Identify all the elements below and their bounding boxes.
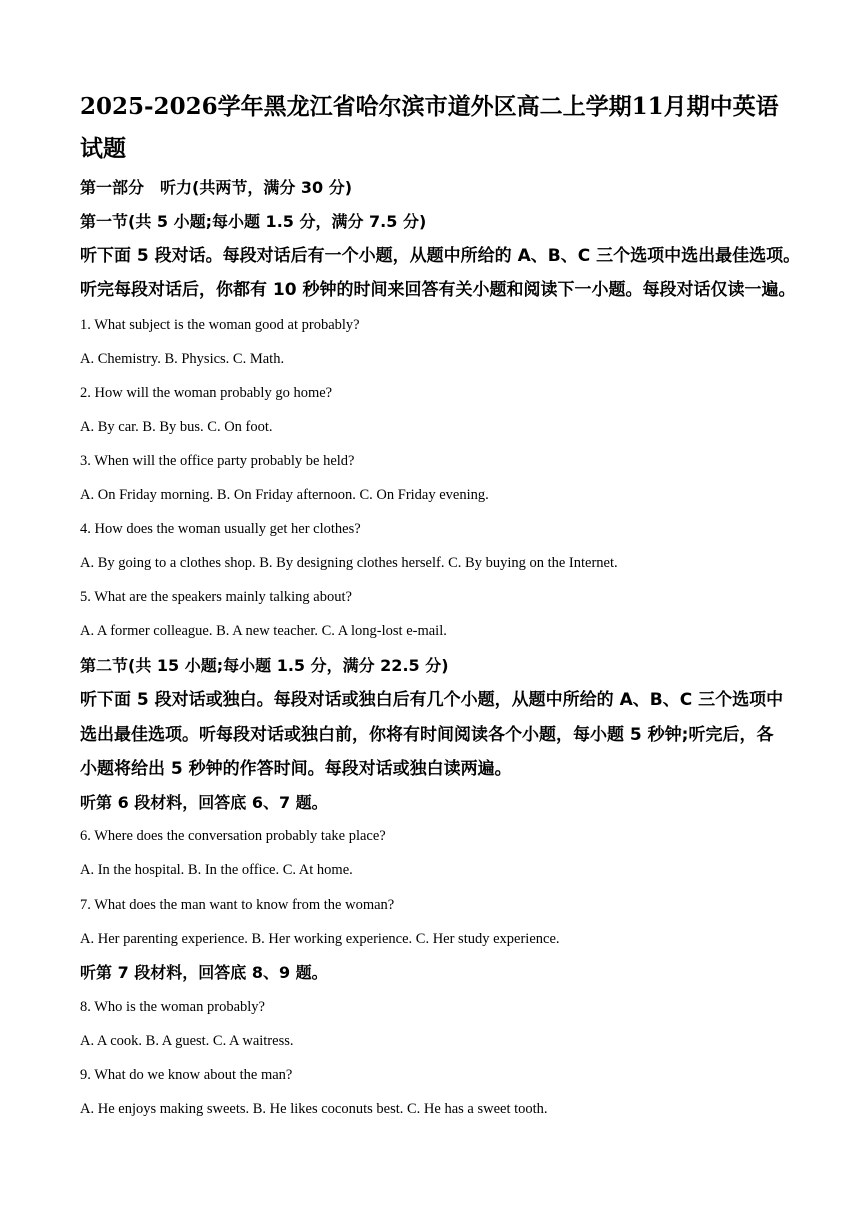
question-8-options: A. A cook. B. A guest. C. A waitress.	[80, 1033, 294, 1049]
question-7-options: A. Her parenting experience. B. Her working experience. C. Her study experience.	[80, 931, 560, 947]
question-4-options: A. By going to a clothes shop. B. By designing clothes herself. C. By buying on the Internet.	[80, 555, 618, 571]
question-9-options: A. He enjoys making sweets. B. He likes coconuts best. C. He has a sweet tooth.	[80, 1101, 548, 1117]
question-6-options: A. In the hospital. B. In the office. C. At home.	[80, 862, 353, 878]
question-7: 7. What does the man want to know from the woman?	[80, 897, 395, 913]
question-2: 2. How will the woman probably go home?	[80, 385, 333, 401]
question-1-options: A. Chemistry. B. Physics. C. Math.	[80, 351, 285, 367]
question-5: 5. What are the speakers mainly talking about?	[80, 589, 352, 605]
material-7-heading: 听第 7 段材料，回答底 8、9 题。	[80, 963, 328, 982]
section2-instruction-line: 小题将给出 5 秒钟的作答时间。每段对话或独白读两遍。	[80, 759, 512, 779]
question-9: 9. What do we know about the man?	[80, 1067, 293, 1083]
material-6-heading: 听第 6 段材料，回答底 6、7 题。	[80, 793, 328, 812]
section1-instruction-line: 听完每段对话后，你都有 10 秒钟的时间来回答有关小题和阅读下一小题。每段对话仅读一遍。	[80, 280, 796, 300]
question-6: 6. Where does the conversation probably take place?	[80, 828, 386, 844]
part1-heading: 第一部分 听力(共两节，满分 30 分)	[80, 178, 353, 197]
question-3: 3. When will the office party probably be held?	[80, 453, 355, 469]
page-title: 2025-2026学年黑龙江省哈尔滨市道外区高二上学期11月期中英语试题	[80, 93, 779, 162]
question-8: 8. Who is the woman probably?	[80, 999, 265, 1015]
question-5-options: A. A former colleague. B. A new teacher. C. A long-lost e-mail.	[80, 623, 447, 639]
question-1: 1. What subject is the woman good at probably?	[80, 317, 360, 333]
section2-instruction-line: 选出最佳选项。听每段对话或独白前，你将有时间阅读各个小题，每小题 5 秒钟;听完后，各	[80, 725, 774, 745]
section1-instruction-line: 听下面 5 段对话。每段对话后有一个小题，从题中所给的 A、B、C 三个选项中选出最佳选项。	[80, 246, 801, 266]
section2-heading: 第二节(共 15 小题;每小题 1.5 分，满分 22.5 分)	[80, 656, 449, 675]
section2-instruction-line: 听下面 5 段对话或独白。每段对话或独白后有几个小题，从题中所给的 A、B、C 三个选项中	[80, 690, 784, 710]
question-4: 4. How does the woman usually get her clothes?	[80, 521, 361, 537]
section1-heading: 第一节(共 5 小题;每小题 1.5 分，满分 7.5 分)	[80, 212, 427, 231]
question-2-options: A. By car. B. By bus. C. On foot.	[80, 419, 273, 435]
question-3-options: A. On Friday morning. B. On Friday afternoon. C. On Friday evening.	[80, 487, 489, 503]
